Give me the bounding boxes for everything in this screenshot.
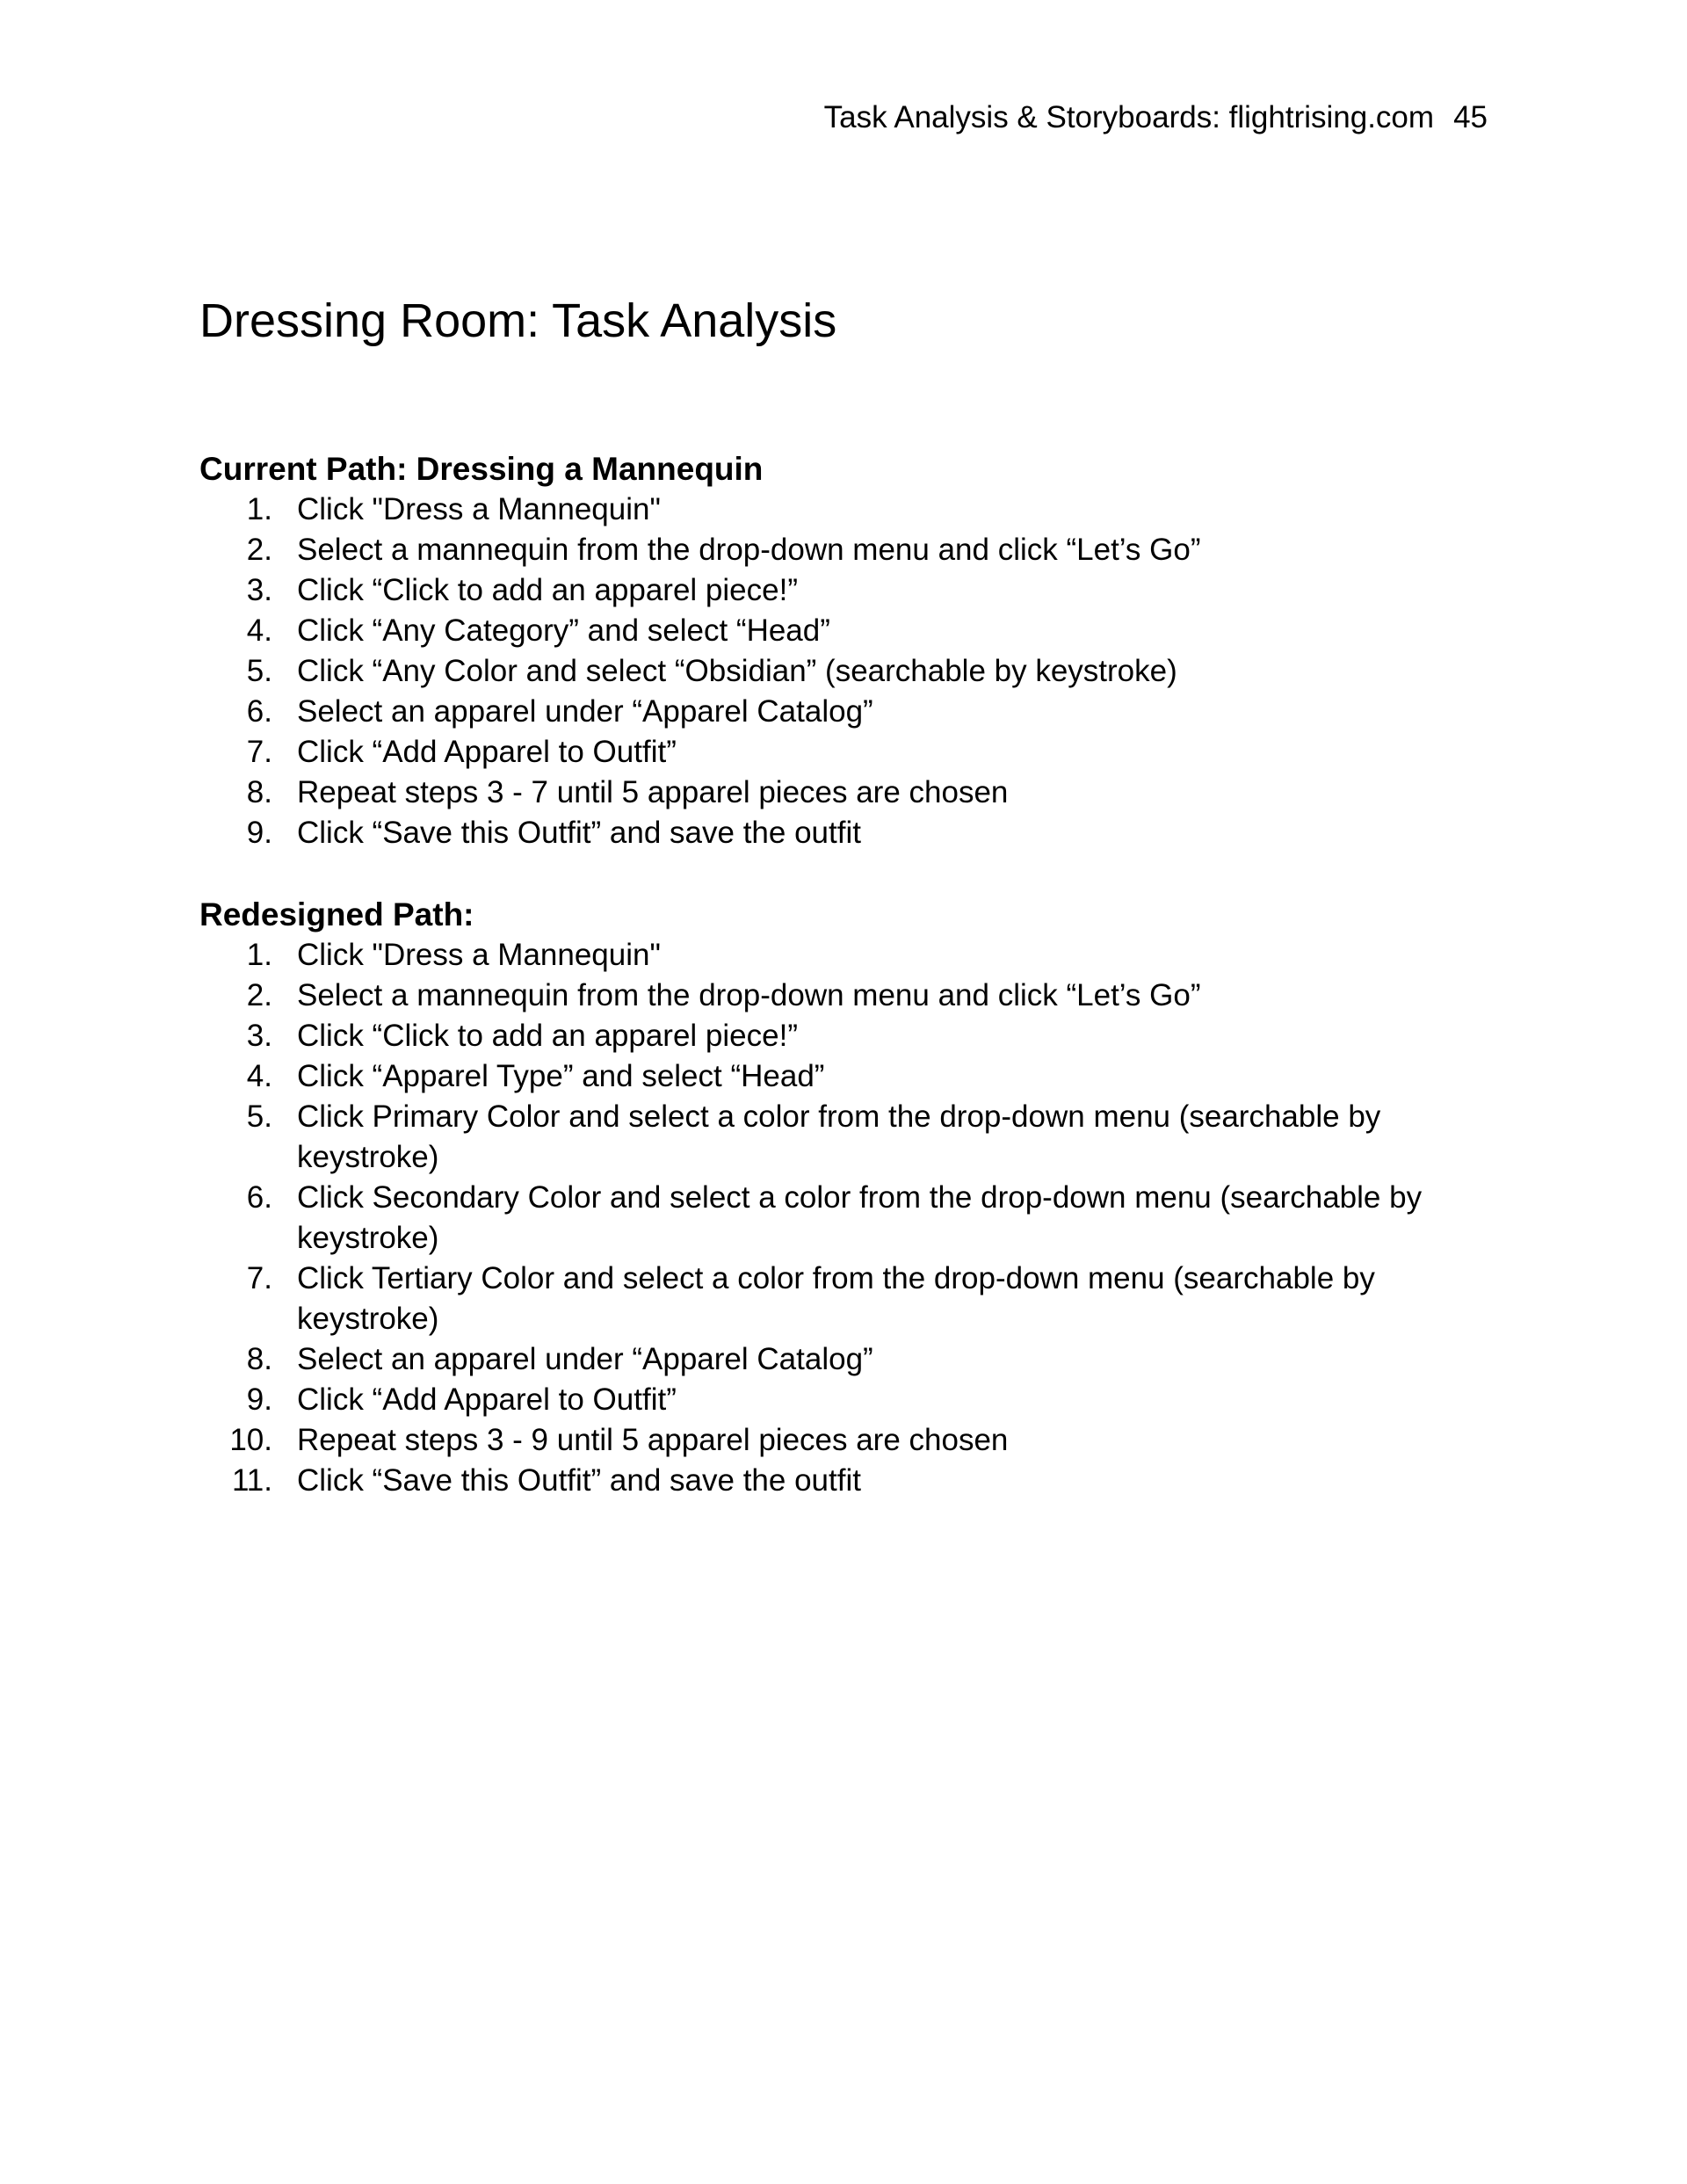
step-number: 7.: [246, 735, 272, 769]
step-number: 11.: [231, 1463, 272, 1498]
page-number: 45: [1453, 100, 1488, 134]
list-item: [199, 1380, 1488, 1420]
list-item: [199, 570, 1488, 611]
step-number: 2.: [246, 533, 272, 567]
list-item: [199, 935, 1488, 976]
step-text: Click “Save this Outfit” and save the outfit: [297, 1463, 861, 1498]
step-text: Select an apparel under “Apparel Catalog”: [297, 1342, 873, 1376]
list-item: [199, 1097, 1488, 1178]
step-text: Click “Any Color and select “Obsidian” (searchable by keystroke): [297, 654, 1177, 688]
step-text: Click "Dress a Mannequin": [297, 492, 661, 526]
step-text: Click “Apparel Type” and select “Head”: [297, 1059, 825, 1093]
step-text: Click “Save this Outfit” and save the outfit: [297, 816, 861, 850]
step-number: 9.: [246, 1382, 272, 1417]
step-number: 3.: [246, 573, 272, 607]
list-item: [199, 1420, 1488, 1461]
redesigned-path-steps: [199, 935, 1488, 1501]
list-item: [199, 1339, 1488, 1380]
list-item: [199, 651, 1488, 692]
running-header: [824, 98, 1488, 137]
step-number: 3.: [246, 1019, 272, 1053]
list-item: [199, 530, 1488, 570]
step-text: Click Tertiary Color and select a color from the drop-down menu (searchable by keystroke): [297, 1261, 1375, 1336]
step-text: Click “Add Apparel to Outfit”: [297, 1382, 677, 1417]
step-number: 5.: [246, 1099, 272, 1134]
step-text: Click “Click to add an apparel piece!”: [297, 1019, 798, 1053]
list-item: [199, 1056, 1488, 1097]
step-number: 4.: [246, 1059, 272, 1093]
running-title: Task Analysis & Storyboards: flightrising.com: [823, 100, 1435, 134]
list-item: [199, 611, 1488, 651]
current-path-steps: [199, 490, 1488, 853]
step-text: Repeat steps 3 - 9 until 5 apparel pieces are chosen: [297, 1423, 1009, 1457]
step-text: Click “Any Category” and select “Head”: [297, 613, 830, 648]
list-item: [199, 732, 1488, 773]
step-number: 9.: [246, 816, 272, 850]
step-text: Click Primary Color and select a color from the drop-down menu (searchable by keystroke): [297, 1099, 1381, 1174]
redesigned-path-heading: Redesigned Path:: [199, 896, 474, 932]
step-text: Click “Add Apparel to Outfit”: [297, 735, 677, 769]
step-number: 2.: [246, 978, 272, 1012]
step-text: Select a mannequin from the drop-down menu and click “Let’s Go”: [297, 978, 1201, 1012]
list-item: [199, 773, 1488, 813]
step-text: Select a mannequin from the drop-down menu and click “Let’s Go”: [297, 533, 1201, 567]
current-path-section: [199, 449, 1488, 853]
step-text: Select an apparel under “Apparel Catalog”: [297, 694, 873, 729]
step-number: 6.: [246, 694, 272, 729]
step-text: Click Secondary Color and select a color from the drop-down menu (searchable by keystroke): [297, 1180, 1423, 1255]
step-text: Click "Dress a Mannequin": [297, 938, 661, 972]
list-item: [199, 490, 1488, 530]
step-number: 8.: [246, 775, 272, 809]
step-number: 7.: [246, 1261, 272, 1295]
step-number: 10.: [229, 1423, 272, 1457]
list-item: [199, 1178, 1488, 1259]
list-item: [199, 692, 1488, 732]
list-item: [199, 813, 1488, 853]
list-item: [199, 1461, 1488, 1501]
step-number: 1.: [246, 492, 272, 526]
redesigned-path-section: [199, 895, 1488, 1501]
current-path-heading: Current Path: Dressing a Mannequin: [199, 451, 764, 487]
step-text: Click “Click to add an apparel piece!”: [297, 573, 798, 607]
step-number: 4.: [246, 613, 272, 648]
step-number: 1.: [246, 938, 272, 972]
list-item: [199, 976, 1488, 1016]
step-number: 6.: [246, 1180, 272, 1215]
step-number: 5.: [246, 654, 272, 688]
list-item: [199, 1259, 1488, 1339]
step-number: 8.: [246, 1342, 272, 1376]
page-title: Dressing Room: Task Analysis: [199, 294, 837, 347]
step-text: Repeat steps 3 - 7 until 5 apparel pieces are chosen: [297, 775, 1009, 809]
list-item: [199, 1016, 1488, 1056]
